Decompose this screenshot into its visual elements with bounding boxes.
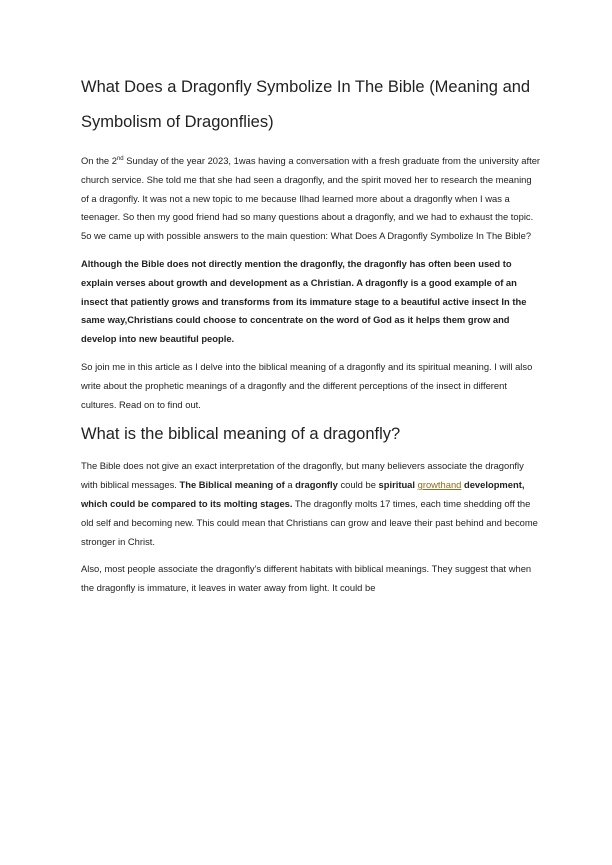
article-body (81, 70, 541, 607)
article-title: What Does a Dragonfly Symbolize In The Bible (Meaning and Symbolism of Dragonflies) (81, 78, 531, 131)
ordinal-suffix: nd (116, 156, 124, 162)
summary-paragraph: Although the Bible does not directly mention the dragonfly, the dragonfly has often been used to explain verses about growth and development as a Christian. A dragonfly is a good example of an insect that patiently grows and transforms from its immature stage to a beautiful active insect In the same way,Christians could choose to concentrate on the word of God as it helps them grow and develop into new beautiful people. (81, 257, 527, 345)
join-paragraph: So join me in this article as I delve into the biblical meaning of a dragonfly and its spiritual meaning. I will also write about the prophetic meanings of a dragonfly and the different perceptions of the insect in different cultures. Read on to find out. (81, 360, 533, 410)
section-paragraph-1: The Bible does not give an exact interpretation of the dragonfly, but many believers associate the dragonfly with biblical messages. The Biblical meaning of a dragonfly could be spiritual growthand development, which could be compared to its molting stages. The dragonfly molts 17 times, each time shedding off the old self and becoming new. This could mean that Christians can grow and leave their past behind and become stronger in Christ. (81, 460, 538, 547)
intro-paragraph: On the 2nd Sunday of the year 2023, 1was having a conversation with a fresh graduate from the university after church service. She told me that she had seen a dragonfly, and the spirit moved her to research the meaning of a dragonfly. It was not a new topic to me because Ilhad learned more about a dragonfly when I was a teenager. So then my good friend had so many questions about a dragonfly, and we had to exhaust the topic. 5o we came up with possible answers to the main question: What Does A Dragonfly Symbolize In The Bible? (81, 155, 541, 242)
section-paragraph-2: Also, most people associate the dragonfly's different habitats with biblical meanings. They suggest that when the dragonfly is immature, it leaves in water away from light. It could be (81, 563, 532, 594)
section-heading: What is the biblical meaning of a dragonfly? (81, 425, 401, 444)
growth-link[interactable]: growthand (417, 479, 462, 491)
